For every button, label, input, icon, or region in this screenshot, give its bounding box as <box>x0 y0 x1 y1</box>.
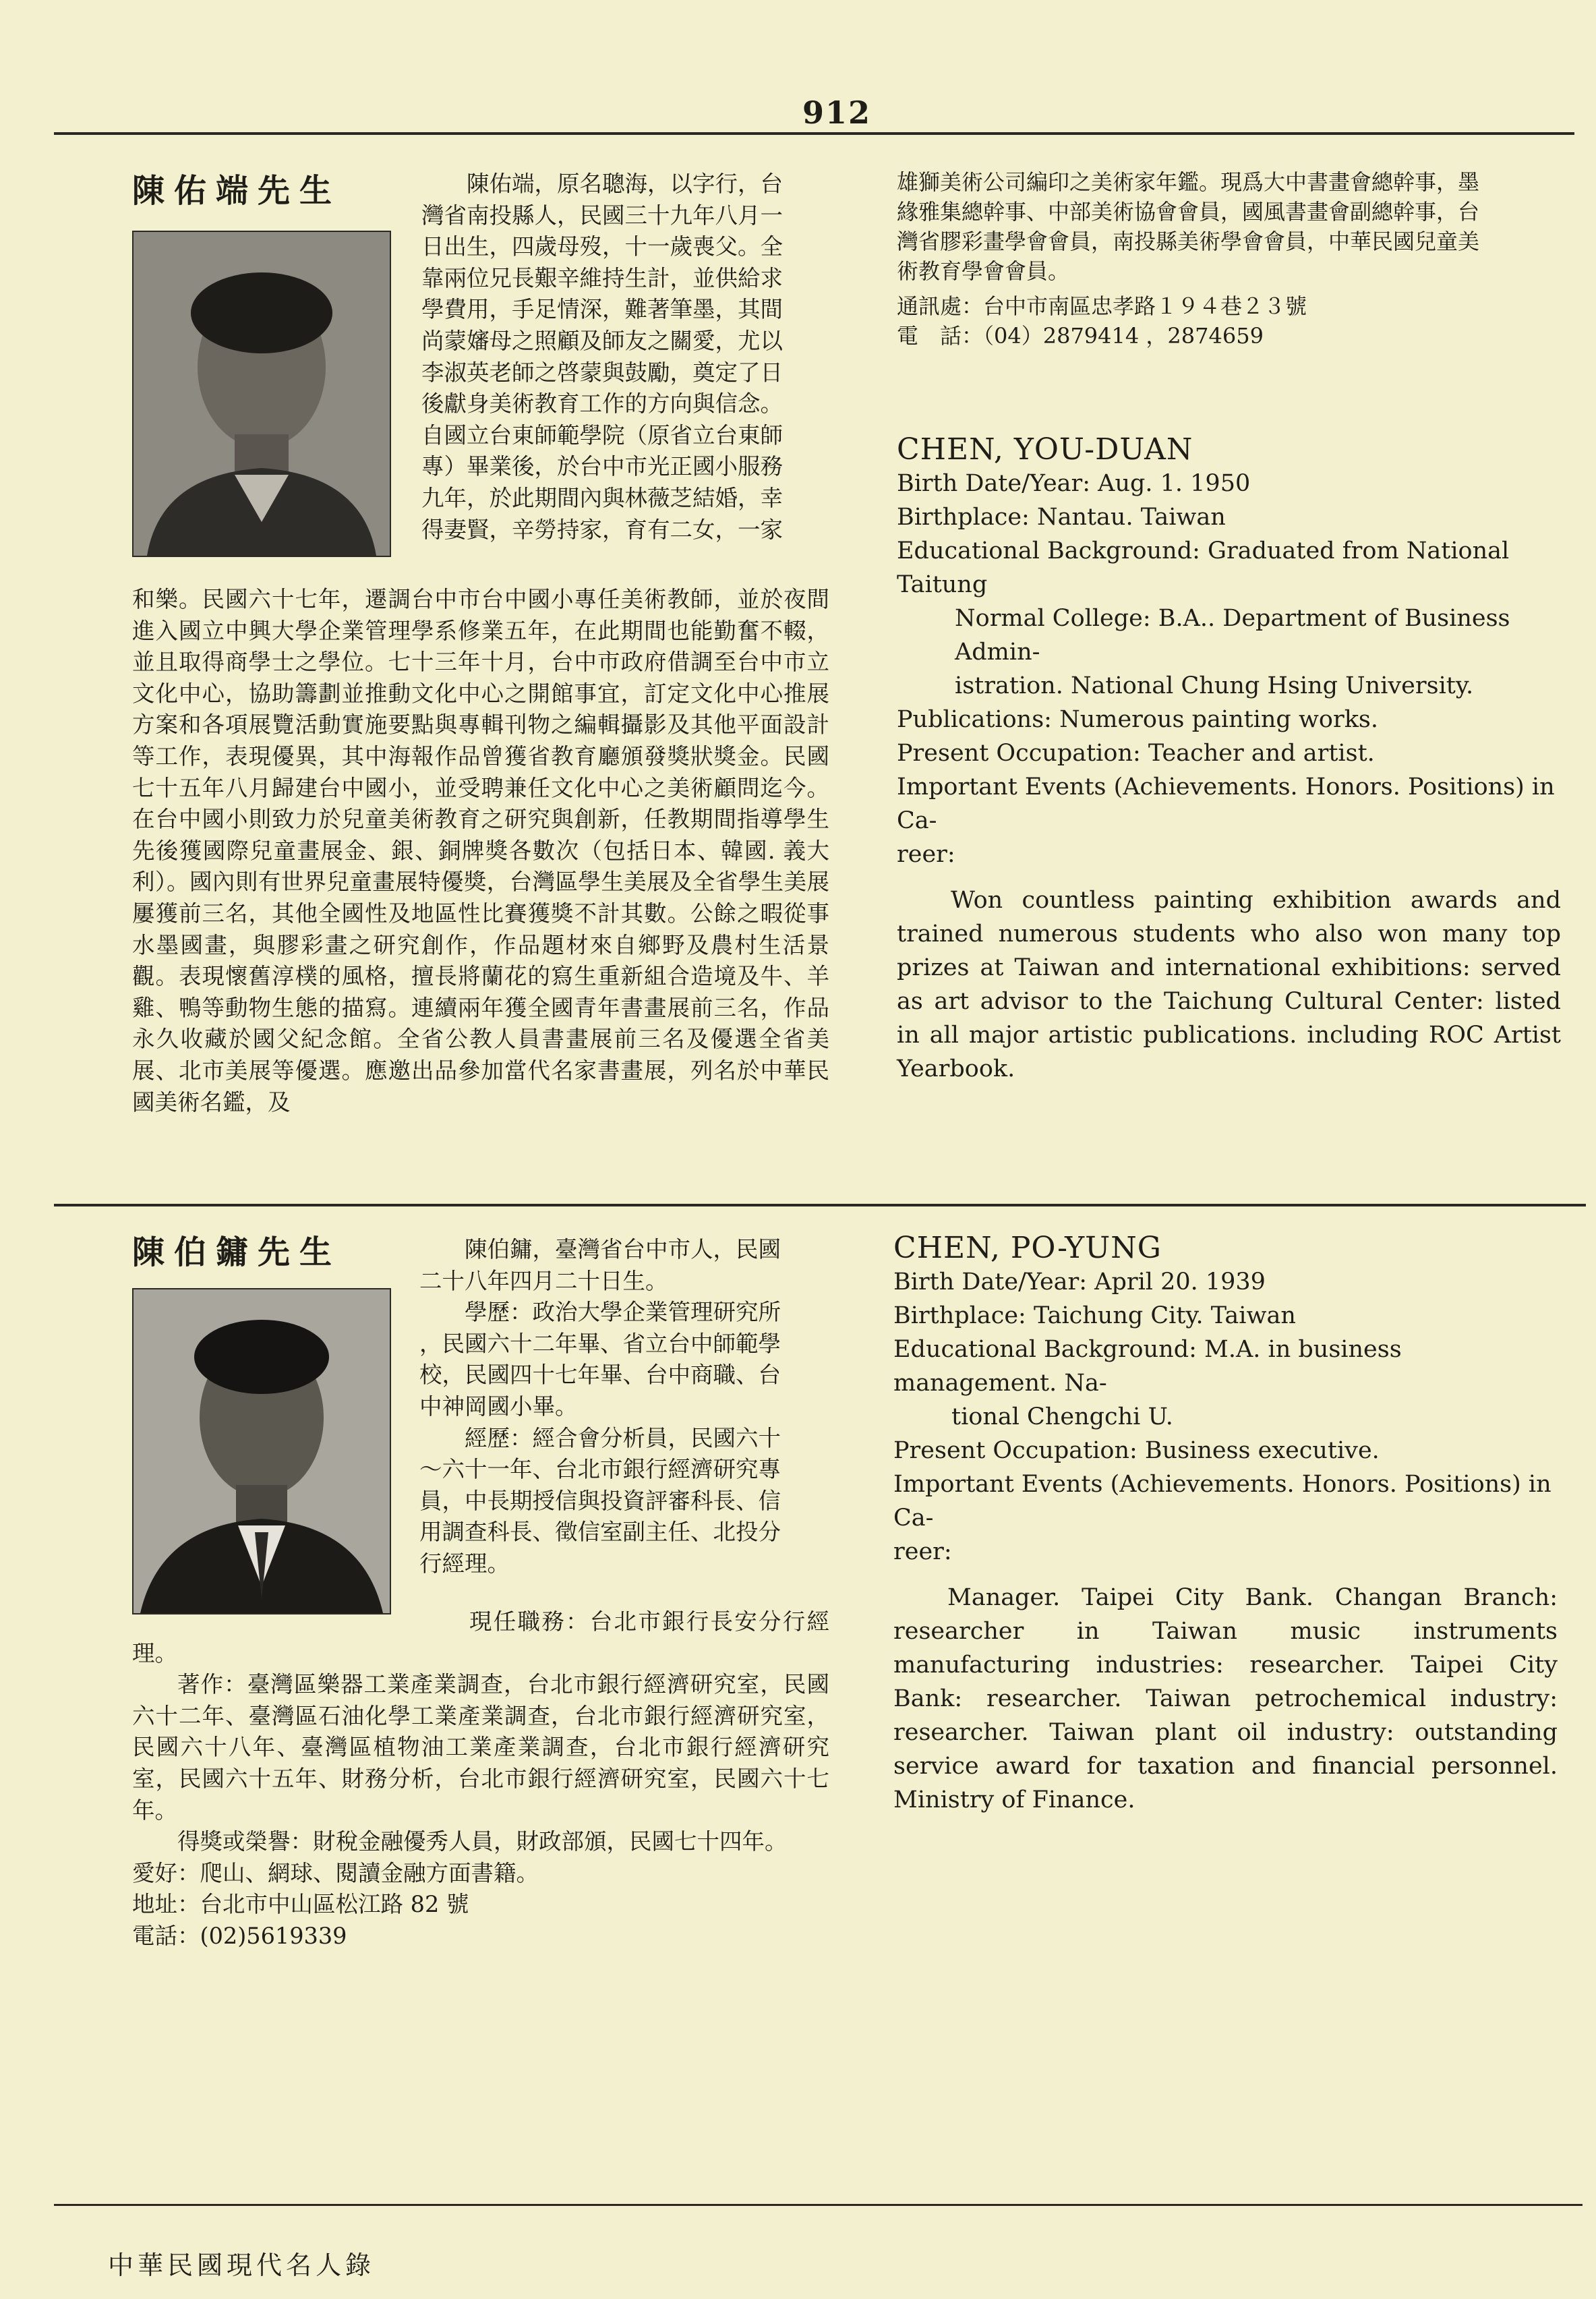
entry2-name-zh: 陳伯鏞先生 <box>132 1233 342 1271</box>
entry2-awards-zh: 得獎或榮譽：財稅金融優秀人員，財政部頒，民國七十四年。 <box>177 1828 788 1855</box>
entry2-line-3: 學歷：政治大學企業管理研究所 <box>465 1299 781 1326</box>
page-number: 912 <box>802 94 872 131</box>
page-footer: 中華民國現代名人錄 <box>108 2250 376 2280</box>
entry2-line-9: 員，中長期授信與投資評審科長、信 <box>419 1487 781 1514</box>
entry2-hobby: 愛好：爬山、網球、閱讀金融方面書籍。 <box>132 1859 539 1886</box>
entry2-occupation-zh: 現任職務：台北市銀行長安分行經理。 <box>132 1608 829 1666</box>
entry1-publications: Publications: Numerous painting works. <box>897 706 1378 733</box>
entry1-education-cont1: Normal College: B.A.. Department of Business Admin- <box>955 605 1510 666</box>
entry1-line-12: 得妻賢，辛勞持家，育有二女，一家 <box>421 516 783 543</box>
entry1-bio-zh-right <box>897 167 1564 351</box>
entry1-bio-zh-full <box>132 584 829 1118</box>
portrait-image-icon <box>134 232 390 556</box>
entry2-line-10: 用調查科長、徵信室副主任、北投分 <box>419 1519 781 1546</box>
entry1-line-2: 灣省南投縣人，民國三十九年八月一 <box>421 202 783 229</box>
entry2-education: Educational Background: M.A. in business management. Na- <box>893 1336 1402 1397</box>
middle-rule <box>54 1204 1586 1206</box>
entry2-line-7: 經歷：經合會分析員，民國六十 <box>465 1424 781 1451</box>
entry2-events-label2: reer: <box>893 1538 952 1565</box>
bottom-rule <box>54 2204 1583 2206</box>
entry2-events: Manager. Taipei City Bank. Changan Branch: researcher in Taiwan music instruments manufacturing industries: researcher. Taipei City Bank: researcher. Taiwan petrochemical industry: researcher. Taiwan plant oil industry: outstanding service award for taxation and financial personnel. Ministry of Finance. <box>893 1584 1558 1813</box>
entry2-line-11: 行經理。 <box>419 1550 510 1577</box>
entry1-birth: Birth Date/Year: Aug. 1. 1950 <box>897 470 1251 497</box>
entry1-line-10: 專）畢業後，於台中市光正國小服務 <box>421 453 783 480</box>
entry1-right-line-4: 術教育學會會員。 <box>897 258 1070 284</box>
entry1-right-line-2: 緣雅集總幹事、中部美術協會會員，國風書畫會副總幹事，台 <box>897 199 1480 225</box>
entry2-line-2: 二十八年四月二十日生。 <box>419 1267 668 1294</box>
entry1-line-1: 陳佑端，原名聰海，以字行，台 <box>467 171 783 197</box>
entry2-bio-zh-full <box>132 1606 829 1952</box>
entry1-line-7: 李淑英老師之啓蒙與鼓勵，奠定了日 <box>421 359 783 386</box>
entry1-line-9: 自國立台東師範學院（原省立台東師 <box>421 421 783 448</box>
entry1-line-3: 日出生，四歲母歿，十一歲喪父。全 <box>421 233 783 260</box>
entry1-events: Won countless painting exhibition awards and trained numerous students who also won many top prizes at Taiwan and international exhibitions: served as art advisor to the Taichung Cultural Center: listed in all major artistic publications. including ROC Artist Yearbook. <box>897 887 1561 1082</box>
entry2-education-cont: tional Chengchi U. <box>951 1403 1173 1430</box>
entry1-education-cont2: istration. National Chung Hsing University. <box>955 672 1474 699</box>
entry1-contact-phone: 電 話：（04）2879414 ，2874659 <box>897 323 1264 349</box>
entry1-occupation: Present Occupation: Teacher and artist. <box>897 740 1375 767</box>
entry2-line-8: ～六十一年、台北市銀行經濟研究專 <box>419 1456 781 1483</box>
portrait-image-icon <box>134 1289 390 1613</box>
entry2-line-1: 陳伯鏞，臺灣省台中市人，民國 <box>465 1236 781 1262</box>
entry1-birthplace: Birthplace: Nantau. Taiwan <box>897 504 1226 531</box>
entry1-education: Educational Background: Graduated from National Taitung <box>897 537 1510 598</box>
entry1-bio-zh-top <box>421 169 829 546</box>
entry1-name-zh: 陳佑端先生 <box>132 172 342 210</box>
entry1-events-label2: reer: <box>897 841 955 868</box>
entry1-bio-paragraph: 和樂。民國六十七年，遷調台中市台中國小專任美術教師，並於夜間進入國立中興大學企業管理學系修業五年，在此期間也能勤奮不輟，並且取得商學士之學位。七十三年十月，台中市政府借調至台中市立文化中心，協助籌劃並推動文化中心之開館事宜，訂定文化中心推展方案和各項展覽活動實施要點與專輯刊物之編輯攝影及其他平面設計等工作，表現優異，其中海報作品曾獲省教育廳頒發獎狀獎金。民國七十五年八月歸建台中國小，並受聘兼任文化中心之美術顧問迄今。在台中國小則致力於兒童美術教育之研究與創新，任教期間指導學生先後獲國際兒童畫展金、銀、銅牌獎各數次（包括日本、韓國. 義大利）。國內則有世界兒童畫展特優獎，台灣區學生美展及全省學生美展屢獲前三名，其他全國性及地區性比賽獲獎不計其數。公餘之暇從事水墨國畫，與膠彩畫之研究創作，作品題材來自鄉野及農村生活景觀。表現懷舊淳樸的風格，擅長將蘭花的寫生重新組合造境及牛、羊雞、鴨等動物生態的描寫。連續兩年獲全國青年書畫展前三名，作品永久收藏於國父紀念館。全省公教人員書畫展前三名及優選全省美展、北市美展等優選。應邀出品參加當代名家書畫展，列名於中華民國美術名鑑，及 <box>132 586 829 1115</box>
entry1-english <box>897 433 1561 1086</box>
entry2-line-5: 校，民國四十七年畢、台中商職、台 <box>419 1362 781 1389</box>
entry1-line-5: 學費用，手足情深，難著筆墨，其間 <box>421 296 783 323</box>
entry2-events-label: Important Events (Achievements. Honors. Positions) in Ca- <box>893 1471 1551 1532</box>
entry2-works-zh: 著作：臺灣區樂器工業產業調查，台北市銀行經濟研究室，民國六十二年、臺灣區石油化學工業產業調查，台北市銀行經濟研究室，民國六十八年、臺灣區植物油工業產業調查，台北市銀行經濟研究室，民國六十五年、財務分析，台北市銀行經濟研究室，民國六十七年。 <box>132 1671 829 1824</box>
entry1-line-11: 九年，於此期間內與林薇芝結婚，幸 <box>421 484 783 511</box>
entry1-portrait-photo <box>132 231 391 557</box>
entry2-english <box>893 1231 1558 1817</box>
entry1-right-line-1: 雄獅美術公司編印之美術家年鑑。現爲大中書畫會總幹事，墨 <box>897 169 1480 195</box>
entry2-phone: 電話：(02)5619339 <box>132 1922 347 1949</box>
entry2-line-6: 中神岡國小畢。 <box>419 1393 578 1420</box>
entry1-line-4: 靠兩位兄長艱辛維持生計，並供給求 <box>421 264 783 291</box>
entry1-line-8: 後獻身美術教育工作的方向與信念。 <box>421 390 783 417</box>
top-rule <box>54 132 1574 135</box>
entry1-line-6: 尚蒙嬸母之照顧及師友之關愛，尤以 <box>421 327 783 354</box>
entry2-birth: Birth Date/Year: April 20. 1939 <box>893 1269 1266 1296</box>
entry1-name-en: CHEN, YOU-DUAN <box>897 432 1193 467</box>
entry2-portrait-photo <box>132 1288 391 1614</box>
entry1-events-label: Important Events (Achievements. Honors. Positions) in Ca- <box>897 774 1555 834</box>
entry2-occupation: Present Occupation: Business executive. <box>893 1437 1380 1464</box>
entry1-right-line-3: 灣省膠彩畫學會會員，南投縣美術學會會員，中華民國兒童美 <box>897 229 1480 254</box>
entry1-contact-address: 通訊處：台中市南區忠孝路１９４巷２３號 <box>897 293 1307 319</box>
entry2-line-4: ，民國六十二年畢、省立台中師範學 <box>419 1330 781 1357</box>
entry2-address: 地址：台北市中山區松江路 82 號 <box>132 1891 469 1918</box>
entry2-birthplace: Birthplace: Taichung City. Taiwan <box>893 1302 1296 1329</box>
entry2-name-en: CHEN, PO-YUNG <box>893 1231 1162 1265</box>
entry2-bio-zh-top <box>419 1234 829 1580</box>
